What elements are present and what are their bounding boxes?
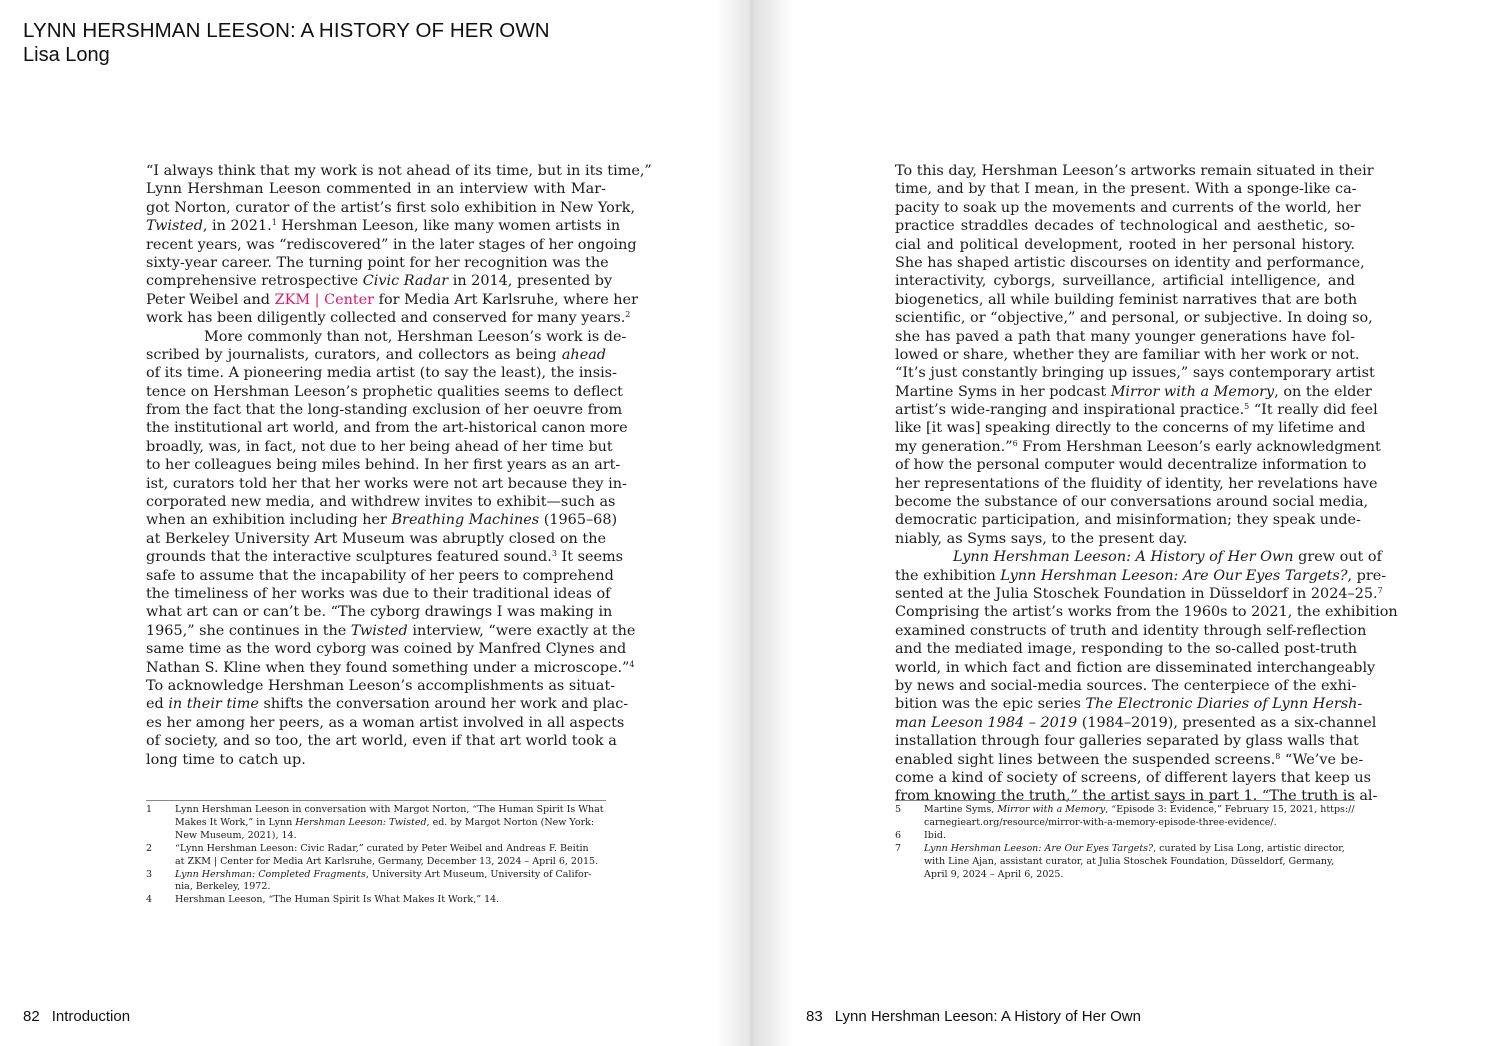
- text-run: , curated by Lisa Long, artistic director,: [1153, 842, 1345, 854]
- text-run: “It really did feel: [1249, 402, 1378, 419]
- italic-text: Hershman Leeson: Twisted: [295, 816, 427, 828]
- body-line: safe to assume that the incapability of her peers to comprehend: [146, 567, 614, 584]
- body-line: interactivity, cyborgs, surveillance, artificial intelligence, and: [895, 273, 1355, 290]
- body-line: become the substance of our conversations around social media,: [895, 494, 1369, 511]
- italic-text: Mirror with a Memory: [1110, 383, 1275, 400]
- body-line: of how the personal computer would decentralize information to: [895, 457, 1367, 474]
- body-line: [146, 622, 636, 640]
- body-line: [146, 217, 621, 235]
- body-line: of society, and so too, the art world, even if that art world took a: [146, 733, 617, 750]
- italic-text: Lynn Hershman Leeson: Are Our Eyes Targets?: [924, 842, 1154, 854]
- footnote: [895, 843, 1355, 882]
- right-folio: [806, 1008, 1141, 1026]
- footnote-text: [924, 843, 1355, 882]
- text-run: work has been diligently collected and conserved for many years.: [146, 310, 626, 327]
- footnote-line: [175, 894, 606, 907]
- body-line: by news and social-media sources. The centerpiece of the exhi-: [895, 677, 1357, 694]
- body-line: [895, 751, 1364, 769]
- italic-text: Mirror with a Memory: [997, 804, 1106, 815]
- text-run: April 9, 2024 – April 6, 2025.: [924, 868, 1064, 880]
- text-run: (1965–68): [539, 512, 618, 529]
- body-line: and the mediated image, responding to the so-called post-truth: [895, 641, 1358, 658]
- body-line: long time to catch up.: [146, 751, 306, 768]
- text-run: , in 2021.: [202, 218, 272, 235]
- italic-text: Twisted: [350, 622, 408, 639]
- text-run: grounds that the interactive sculptures featured sound.: [146, 549, 552, 566]
- body-line: She has shaped artistic discourses on identity and performance,: [895, 254, 1365, 271]
- text-run: Martine Syms in her podcast: [895, 383, 1111, 400]
- body-line: same time as the word cyborg was coined by Manfred Clynes and: [146, 641, 627, 658]
- body-line: ist, curators told her that her works were not art because they in-: [146, 475, 627, 492]
- body-line: Lynn Hershman Leeson commented in an interview with Mar-: [146, 181, 606, 198]
- right-page: [753, 0, 1500, 1046]
- body-line: [895, 383, 1372, 401]
- footnote-number: 7: [895, 842, 902, 854]
- text-run: Makes It Work,” in Lynn: [175, 816, 296, 828]
- text-run: Lynn Hershman Leeson in conversation with Margot Norton, “The Human Spirit Is What: [175, 804, 604, 815]
- body-line: sixty-year career. The turning point for her recognition was the: [146, 254, 609, 271]
- footnote-line: [175, 804, 606, 817]
- body-line: practice straddles decades of technological and aesthetic, so-: [895, 218, 1355, 235]
- right-footnotes: [895, 800, 1355, 881]
- highlighted-name: ZKM | Center: [274, 291, 375, 308]
- footnote-text: [175, 894, 606, 907]
- gutter-shadow: [716, 0, 750, 1046]
- body-line: recent years, was “rediscovered” in the later stages of her ongoing: [146, 236, 637, 253]
- text-run: shifts the conversation around her work and plac-: [258, 696, 629, 713]
- body-line: from knowing the truth,” the artist says in part 1. “The truth is al-: [895, 788, 1378, 805]
- body-line: like [it was] speaking directly to the concerns of my lifetime and: [895, 420, 1366, 437]
- footnote-line: [175, 843, 606, 856]
- body-line: niably, as Syms says, to the present day.: [895, 530, 1188, 547]
- text-run: , “Episode 3: Evidence,” February 15, 2021, https://: [1105, 804, 1355, 815]
- body-line: es her among her peers, as a woman artist involved in all aspects: [146, 714, 625, 731]
- text-run: Nathan S. Kline when they found something under a microscope.”: [146, 659, 630, 676]
- body-line: [895, 567, 1387, 585]
- body-line: democratic participation, and misinformation; they speak unde-: [895, 512, 1361, 529]
- footnote-text: [924, 804, 1355, 830]
- footnote-number: 3: [146, 868, 153, 880]
- text-run: Peter Weibel and: [146, 291, 275, 308]
- body-line: Comprising the artist’s works from the 1960s to 2021, the exhibition: [895, 604, 1398, 621]
- italic-text: man Leeson 1984 – 2019: [895, 714, 1078, 731]
- body-line: scientific, or “objective,” and personal, or subjective. In doing so,: [895, 310, 1373, 327]
- body-line: [146, 659, 635, 677]
- left-footnotes: [146, 800, 606, 907]
- text-run: nia, Berkeley, 1972.: [175, 881, 271, 893]
- body-line: [146, 695, 629, 713]
- text-run: “We’ve be-: [1280, 751, 1364, 768]
- footnote-number: 5: [895, 804, 902, 815]
- text-run: 1965,” she continues in the: [146, 622, 351, 639]
- footnote-divider: [146, 800, 606, 801]
- right-body-text: [895, 162, 1398, 806]
- text-run: , University Art Museum, University of Califor-: [365, 868, 592, 880]
- italic-text: The Electronic Diaries of Lynn Hersh-: [1085, 696, 1363, 713]
- footnote-ref: 6: [1012, 438, 1018, 448]
- text-run: when an exhibition including her: [146, 512, 392, 529]
- footnote-line: [924, 804, 1355, 817]
- text-run: Ibid.: [924, 829, 946, 841]
- text-run: “Lynn Hershman Leeson: Civic Radar,” curated by Peter Weibel and Andreas F. Beitin: [175, 842, 589, 854]
- text-run: sented at the Julia Stoschek Foundation in Düsseldorf in 2024–25.: [895, 585, 1378, 602]
- footnote-ref: 4: [629, 659, 635, 669]
- text-run: interview, “were exactly at the: [407, 622, 636, 639]
- body-line: [895, 585, 1383, 603]
- running-footer-section: Introduction: [51, 1008, 131, 1025]
- body-line: examined constructs of truth and identity through self-reflection: [895, 622, 1367, 639]
- essay-title: LYNN HERSHMAN LEESON: A HISTORY OF HER OWN: [23, 19, 550, 42]
- text-run: for Media Art Karlsruhe, where her: [374, 291, 638, 308]
- text-run: , ed. by Margot Norton (New York:: [426, 816, 595, 828]
- body-line: [146, 272, 613, 290]
- footnote-line: [924, 843, 1355, 856]
- page-number: 83: [806, 1008, 823, 1025]
- footnote-line: [175, 817, 606, 830]
- text-run: Martine Syms,: [924, 804, 998, 815]
- body-line: corporated new media, and withdrew invites to exhibit—such as: [146, 494, 616, 511]
- body-line: time, and by that I mean, in the present. With a sponge-like ca-: [895, 181, 1357, 198]
- footnote: [146, 843, 606, 869]
- footnote: [146, 804, 606, 843]
- italic-text: ahead: [561, 346, 606, 363]
- footnote-line: [924, 856, 1355, 869]
- text-run: Hershman Leeson, like many women artists in: [276, 218, 621, 235]
- italic-text: Civic Radar: [362, 273, 449, 290]
- text-run: (1984–2019), presented as a six-channel: [1077, 714, 1377, 731]
- text-run: , on the elder: [1274, 383, 1372, 400]
- footnote-line: [175, 856, 606, 869]
- text-run: It seems: [556, 549, 624, 566]
- footnote-number: 4: [146, 894, 153, 906]
- footnote-ref: 1: [271, 218, 277, 228]
- body-line: biogenetics, all while building feminist narratives that are both: [895, 291, 1358, 308]
- footnote-ref: 5: [1244, 402, 1250, 412]
- body-line: tence on Hershman Leeson’s prophetic qualities seems to deflect: [146, 383, 623, 400]
- body-line: lowed or share, whether they are familiar with her work or not.: [895, 346, 1360, 363]
- text-run: with Line Ajan, assistant curator, at Julia Stoschek Foundation, Düsseldorf, Germany,: [924, 855, 1335, 867]
- body-line: the timeliness of her works was due to their traditional ideas of: [146, 585, 611, 602]
- body-line: of its time. A pioneering media artist (to say the least), the insis-: [146, 365, 617, 382]
- body-line: she has paved a path that many younger generations have fol-: [895, 328, 1355, 345]
- footnote-line: [175, 830, 606, 843]
- body-line: “It’s just constantly bringing up issues,” says contemporary artist: [895, 365, 1375, 382]
- body-line: from the fact that the long-standing exclusion of her oeuvre from: [146, 402, 623, 419]
- body-line: [146, 548, 624, 566]
- text-run: grew out of: [1293, 549, 1382, 566]
- text-run: , pre-: [1347, 567, 1387, 584]
- body-line: installation through four galleries separated by glass walls that: [895, 733, 1359, 750]
- body-line: [146, 291, 638, 309]
- page-number: 82: [23, 1008, 40, 1025]
- footnote: [895, 804, 1355, 830]
- footnote-text: [175, 843, 606, 869]
- footnote-number: 6: [895, 829, 902, 841]
- footnote-line: [175, 881, 606, 894]
- left-body-text: [146, 162, 652, 769]
- text-run: artist’s wide-ranging and inspirational practice.: [895, 402, 1245, 419]
- body-line: to her colleagues being miles behind. In her first years as an art-: [146, 457, 621, 474]
- body-line: the institutional art world, and from the art-historical canon more: [146, 420, 628, 437]
- text-run: comprehensive retrospective: [146, 273, 363, 290]
- footnote-line: [924, 817, 1355, 830]
- footnote-ref: 8: [1275, 751, 1281, 761]
- body-line: [895, 438, 1381, 456]
- footnote-text: [175, 804, 606, 843]
- footnote-text: [175, 869, 606, 895]
- body-line: [895, 401, 1378, 419]
- footnote-ref: 7: [1377, 585, 1383, 595]
- body-line: [895, 714, 1377, 732]
- footnote: [146, 894, 606, 907]
- footnote-number: 1: [146, 804, 153, 815]
- text-run: enabled sight lines between the suspended screens.: [895, 751, 1276, 768]
- body-line: got Norton, curator of the artist’s first solo exhibition in New York,: [146, 199, 636, 216]
- body-line: pacity to soak up the movements and currents of the world, her: [895, 199, 1361, 216]
- text-run: New Museum, 2021), 14.: [175, 829, 297, 841]
- body-line: what art can or can’t be. “The cyborg drawings I was making in: [146, 604, 613, 621]
- essay-author: Lisa Long: [23, 44, 110, 66]
- footnote-number: 2: [146, 842, 153, 854]
- running-footer-section: Lynn Hershman Leeson: A History of Her Own: [834, 1008, 1141, 1025]
- footnote-divider: [895, 800, 1355, 801]
- italic-text: Twisted: [146, 218, 203, 235]
- text-run: From Hershman Leeson’s early acknowledgment: [1017, 438, 1381, 455]
- body-line: cial and political development, rooted in her personal history.: [895, 236, 1355, 253]
- body-line: broadly, was, in fact, not due to her being ahead of her time but: [146, 438, 613, 455]
- body-line: “I always think that my work is not ahead of its time, but in its time,”: [146, 163, 652, 179]
- body-line: [146, 309, 631, 327]
- body-line: [146, 346, 606, 364]
- left-folio: [23, 1008, 130, 1026]
- footnote-text: [924, 830, 1355, 843]
- text-run: bition was the epic series: [895, 696, 1086, 713]
- italic-text: Breathing Machines: [391, 512, 540, 529]
- body-line: To this day, Hershman Leeson’s artworks remain situated in their: [895, 163, 1374, 179]
- body-line: To acknowledge Hershman Leeson’s accomplishments as situat-: [146, 677, 616, 694]
- footnote: [146, 869, 606, 895]
- body-line: her representations of the fluidity of identity, her revelations have: [895, 475, 1378, 492]
- footnote: [895, 830, 1355, 843]
- body-line: [895, 548, 1382, 566]
- body-line: at Berkeley University Art Museum was abruptly closed on the: [146, 530, 606, 547]
- footnote-line: [924, 869, 1355, 882]
- gutter-shadow: [753, 0, 793, 1046]
- footnote-ref: 3: [551, 549, 557, 559]
- italic-text: Lynn Hershman Leeson: A History of Her Own: [953, 549, 1294, 566]
- text-run: in 2014, presented by: [448, 273, 613, 290]
- body-line: world, in which fact and fiction are disseminated interchangeably: [895, 659, 1376, 676]
- text-run: carnegieart.org/resource/mirror-with-a-memory-episode-three-evidence/.: [924, 816, 1277, 828]
- italic-text: in their time: [168, 696, 259, 713]
- text-run: scribed by journalists, curators, and collectors as being: [146, 346, 562, 363]
- italic-text: Lynn Hershman Leeson: Are Our Eyes Targets?: [1000, 567, 1348, 584]
- text-run: at ZKM | Center for Media Art Karlsruhe, Germany, December 13, 2024 – April 6, 2015.: [175, 855, 599, 867]
- footnote-line: [924, 830, 1355, 843]
- footnote-line: [175, 869, 606, 882]
- body-line: come a kind of society of screens, of different layers that keep us: [895, 769, 1371, 786]
- footnote-ref: 2: [625, 310, 631, 320]
- text-run: ed: [146, 696, 169, 713]
- body-line: [146, 511, 618, 529]
- text-run: the exhibition: [895, 567, 1001, 584]
- body-line: [895, 695, 1363, 713]
- body-line: More commonly than not, Hershman Leeson’s work is de-: [204, 328, 627, 345]
- text-run: Hershman Leeson, “The Human Spirit Is What Makes It Work,” 14.: [175, 894, 500, 906]
- text-run: my generation.”: [895, 438, 1013, 455]
- italic-text: Lynn Hershman: Completed Fragments: [175, 868, 366, 880]
